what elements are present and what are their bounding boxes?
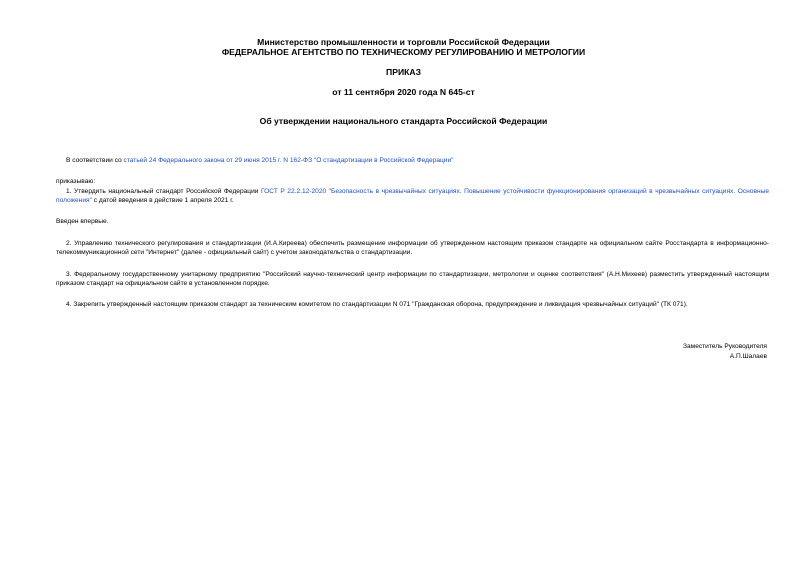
document-type: ПРИКАЗ [386, 67, 421, 77]
item-1-paragraph [56, 187, 769, 205]
item-1-suffix: с датой введения в действие 1 апреля 2021 г. [91, 197, 234, 204]
intro-paragraph [66, 156, 766, 165]
intro-prefix: В соответствии со [66, 157, 124, 164]
introduced-first-note: Введен впервые. [56, 218, 109, 225]
item-4-paragraph: 4. Закрепить утвержденный настоящим приказом стандарт за техническим комитетом по стандартизации N 071 "Гражданская оборона, предупреждение и ликвидация чрезвычайных ситуаций" (ТК 071). [66, 301, 688, 308]
signatory-position: Заместитель Руководителя [683, 343, 767, 350]
ministry-name: Министерство промышленности и торговли Российской Федерации [257, 37, 550, 47]
order-word: приказываю: [56, 178, 96, 185]
item-1-prefix: 1. Утвердить национальный стандарт Российской Федерации [66, 188, 261, 195]
agency-name: ФЕДЕРАЛЬНОЕ АГЕНТСТВО ПО ТЕХНИЧЕСКОМУ РЕГУЛИРОВАНИЮ И МЕТРОЛОГИИ [221, 47, 586, 57]
document-date-number: от 11 сентября 2020 года N 645-ст [332, 87, 475, 97]
gost-standard-link[interactable]: ГОСТ Р 22.2.12-2020 "Безопасность в чрезвычайных ситуациях. Повышение устойчивости функционирования организаций в чрезвычайных ситуациях. Основные положения" [56, 188, 769, 204]
item-2-paragraph: 2. Управлению технического регулирования и стандартизации (И.А.Киреева) обеспечить размещение информации об утвержденном настоящим приказом стандарте на официальном сайте Росстандарта в информационно-телекоммуникационной сети "Интернет" (далее - официальный сайт) с учетом законодательства о стандартизации. [56, 240, 769, 256]
federal-law-link[interactable]: статьей 24 Федерального закона от 29 июня 2015 г. N 162-ФЗ "О стандартизации в Российской Федерации" [123, 157, 454, 164]
document-title: Об утверждении национального стандарта Российской Федерации [259, 116, 548, 126]
signatory-name: А.П.Шалаев [729, 353, 767, 360]
item-3-paragraph: 3. Федеральному государственному унитарному предприятию "Российский научно-технический центр информации по стандартизации, метрологии и оценке соответствия" (А.Н.Михеев) разместить утвержденный настоящим приказом стандарт на официальном сайте в установленном порядке. [56, 271, 769, 287]
